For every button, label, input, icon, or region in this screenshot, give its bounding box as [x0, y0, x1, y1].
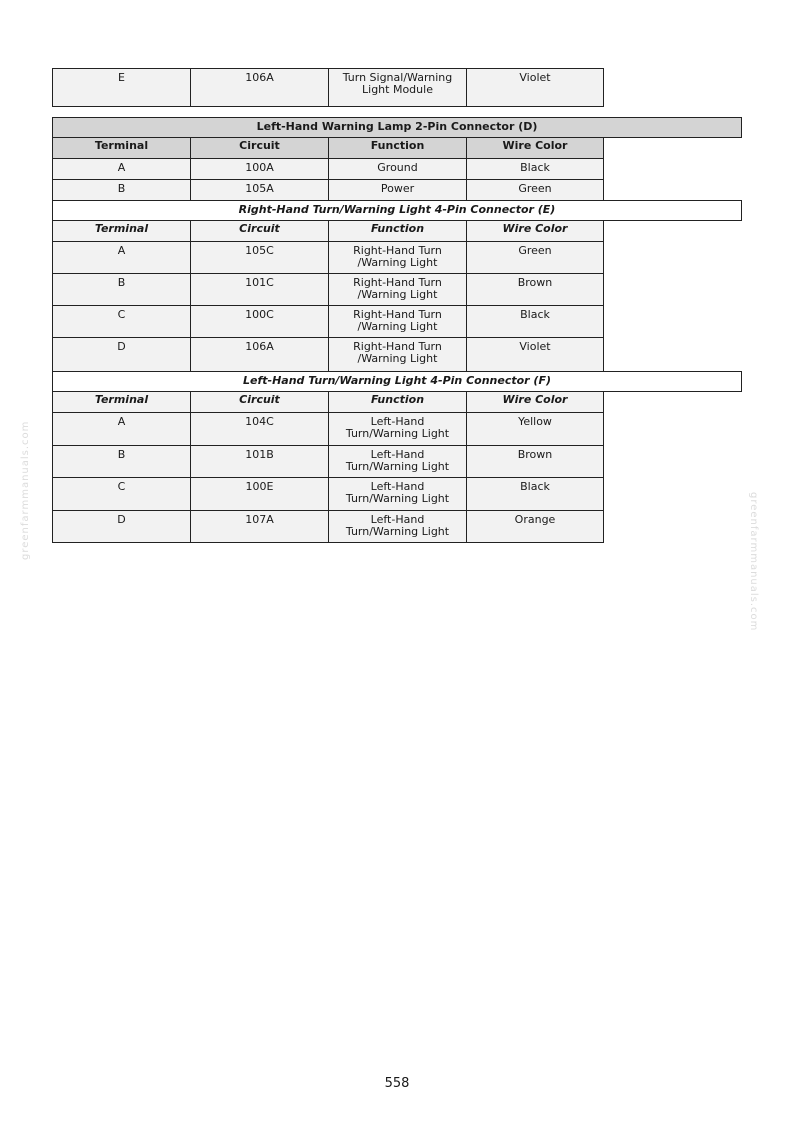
cell-circuit: 101C	[190, 273, 329, 306]
cell-wire-color: Green	[466, 179, 604, 201]
cell-function: Right-Hand Turn /Warning Light	[328, 241, 467, 274]
cell-circuit: 104C	[190, 412, 329, 446]
cell-terminal: C	[52, 477, 191, 511]
cell-function: Left-Hand Turn/Warning Light	[328, 412, 467, 446]
cell-circuit: 100A	[190, 158, 329, 180]
cell-terminal: A	[52, 412, 191, 446]
cell-circuit: 105A	[190, 179, 329, 201]
cell-wire-color: Violet	[466, 337, 604, 372]
header-wire-color: Wire Color	[466, 137, 604, 159]
cell-function: Left-Hand Turn/Warning Light	[328, 445, 467, 478]
cell-function: Turn Signal/Warning Light Module	[328, 68, 467, 107]
header-function: Function	[328, 391, 467, 413]
header-wire-color: Wire Color	[466, 220, 604, 242]
header-circuit: Circuit	[190, 220, 329, 242]
header-terminal: Terminal	[52, 391, 191, 413]
cell-wire-color: Green	[466, 241, 604, 274]
header-wire-color: Wire Color	[466, 391, 604, 413]
cell-wire-color: Black	[466, 477, 604, 511]
page-number: 558	[384, 1076, 410, 1091]
cell-terminal: C	[52, 305, 191, 338]
cell-function: Left-Hand Turn/Warning Light	[328, 477, 467, 511]
cell-terminal: D	[52, 337, 191, 372]
cell-terminal: B	[52, 445, 191, 478]
cell-wire-color: Brown	[466, 445, 604, 478]
cell-circuit: 106A	[190, 337, 329, 372]
header-function: Function	[328, 137, 467, 159]
header-circuit: Circuit	[190, 137, 329, 159]
cell-function: Power	[328, 179, 467, 201]
cell-function: Right-Hand Turn /Warning Light	[328, 337, 467, 372]
cell-terminal: E	[52, 68, 191, 107]
cell-function: Right-Hand Turn /Warning Light	[328, 305, 467, 338]
cell-wire-color: Yellow	[466, 412, 604, 446]
cell-terminal: A	[52, 158, 191, 180]
cell-function: Left-Hand Turn/Warning Light	[328, 510, 467, 543]
cell-wire-color: Black	[466, 305, 604, 338]
cell-circuit: 106A	[190, 68, 329, 107]
cell-circuit: 107A	[190, 510, 329, 543]
connector-e-title: Right-Hand Turn/Warning Light 4-Pin Connector (E)	[52, 200, 742, 221]
cell-wire-color: Orange	[466, 510, 604, 543]
cell-terminal: A	[52, 241, 191, 274]
cell-terminal: B	[52, 179, 191, 201]
header-circuit: Circuit	[190, 391, 329, 413]
header-terminal: Terminal	[52, 137, 191, 159]
cell-wire-color: Black	[466, 158, 604, 180]
cell-circuit: 105C	[190, 241, 329, 274]
cell-terminal: D	[52, 510, 191, 543]
cell-wire-color: Brown	[466, 273, 604, 306]
header-terminal: Terminal	[52, 220, 191, 242]
cell-circuit: 101B	[190, 445, 329, 478]
cell-wire-color: Violet	[466, 68, 604, 107]
cell-circuit: 100E	[190, 477, 329, 511]
connector-d-title: Left-Hand Warning Lamp 2-Pin Connector (D)	[52, 117, 742, 138]
cell-function: Right-Hand Turn /Warning Light	[328, 273, 467, 306]
header-function: Function	[328, 220, 467, 242]
watermark-right: greenfarmmanuals.com	[748, 492, 759, 632]
cell-function: Ground	[328, 158, 467, 180]
watermark-left: greenfarmmanuals.com	[20, 420, 31, 560]
cell-circuit: 100C	[190, 305, 329, 338]
connector-f-title: Left-Hand Turn/Warning Light 4-Pin Connector (F)	[52, 371, 742, 392]
cell-terminal: B	[52, 273, 191, 306]
